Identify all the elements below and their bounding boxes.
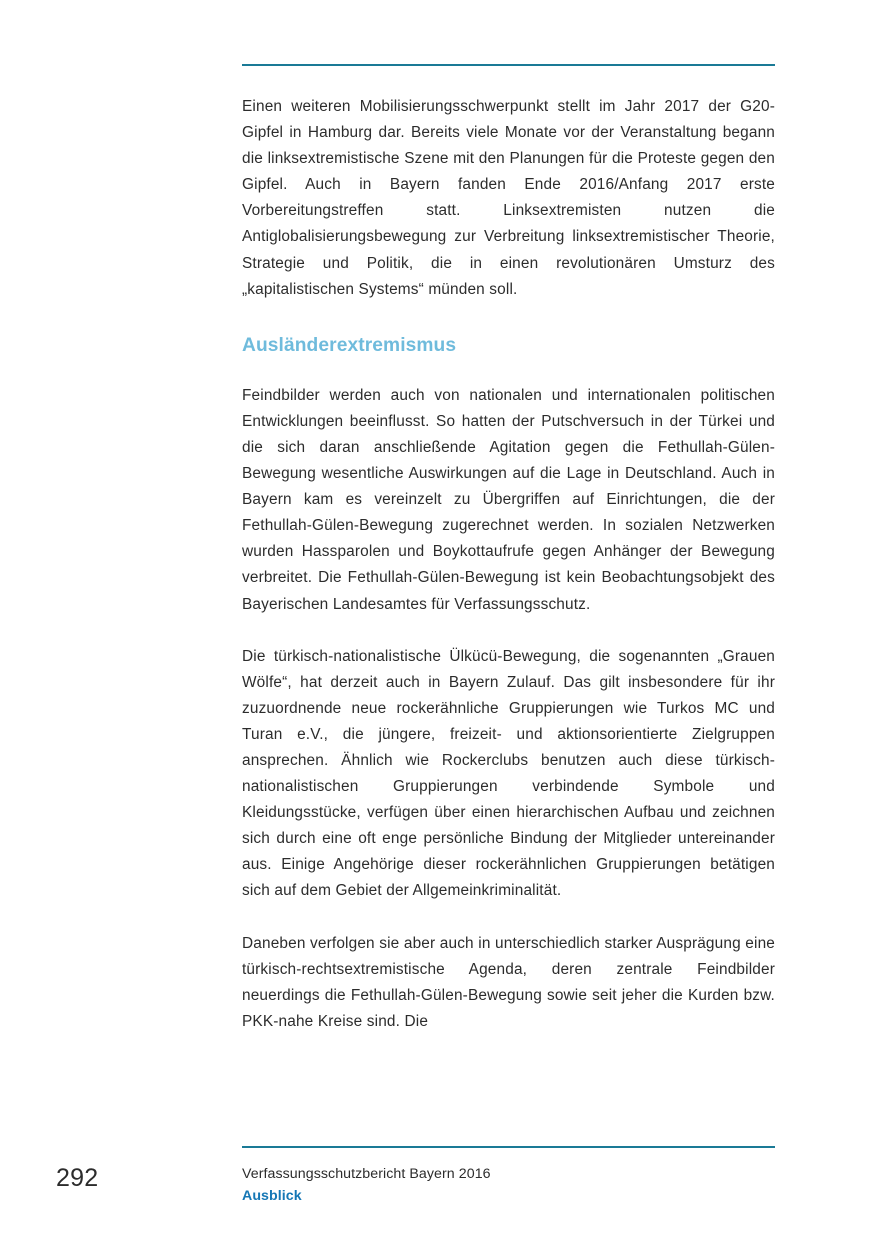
footer-report-title: Verfassungsschutzbericht Bayern 2016	[242, 1166, 491, 1182]
body-paragraph-3: Die türkisch-nationalistische Ülkücü-Bewegung, die sogenannten „Grauen Wölfe“, hat derzeit auch in Bayern Zulauf. Das gilt insbesondere für ihr zuzuordnende neue rockerähnliche Gruppierungen wie Turkos MC und Turan e.V., die jüngere, freizeit- und aktionsorientierte Zielgruppen ansprechen. Ähnlich wie Rockerclubs benutzen auch diese türkisch-nationalistischen Gruppierungen verbindende Symbole und Kleidungsstücke, verfügen über einen hierarchischen Aufbau und zeichnen sich durch eine oft enge persönliche Bindung der Mitglieder untereinander aus. Einige Angehörige dieser rockerähnlichen Gruppierungen betätigen sich auf dem Gebiet der Allgemeinkriminalität.	[242, 647, 775, 900]
footer-divider-rule	[242, 1146, 775, 1148]
section-heading-auslaenderextremismus: Ausländerextremismus	[242, 334, 457, 356]
content-column	[242, 64, 775, 1035]
body-paragraph-2: Feindbilder werden auch von nationalen und internationalen politischen Entwicklungen beeinflusst. So hatten der Putschversuch in der Türkei und die sich daran anschließende Agitation gegen die Fethullah-Gülen-Bewegung wesentliche Auswirkungen auf die Lage in Deutschland. Auch in Bayern kam es vereinzelt zu Übergriffen auf Einrichtungen, die der Fethullah-Gülen-Bewegung zugerechnet werden. In sozialen Netzwerken wurden Hassparolen und Boykottaufrufe gegen Anhänger der Bewegung verbreitet. Die Fethullah-Gülen-Bewegung ist kein Beobachtungsobjekt des Bayerischen Landesamtes für Verfassungsschutz.	[242, 386, 775, 613]
page-number: 292	[56, 1164, 99, 1192]
page-footer	[0, 1139, 875, 1241]
body-paragraph-4: Daneben verfolgen sie aber auch in unterschiedlich starker Ausprägung eine türkisch-rechtsextremistische Agenda, deren zentrale Feindbilder neuerdings die Fethullah-Gülen-Bewegung sowie seit jeher die Kurden bzw. PKK-nahe Kreise sind. Die	[242, 934, 775, 1030]
footer-text-block	[242, 1164, 775, 1206]
top-divider-rule	[242, 64, 775, 66]
footer-section-name: Ausblick	[242, 1188, 302, 1204]
body-paragraph-1: Einen weiteren Mobilisierungsschwerpunkt stellt im Jahr 2017 der G20-Gipfel in Hamburg dar. Bereits viele Monate vor der Veranstaltung begann die linksextremistische Szene mit den Planungen für die Proteste gegen den Gipfel. Auch in Bayern fanden Ende 2016/Anfang 2017 erste Vorbereitungstreffen statt. Linksextremisten nutzen die Antiglobalisierungsbewegung zur Verbreitung linksextremistischer Theorie, Strategie und Politik, die in einen revolutionären Umsturz des „kapitalistischen Systems“ münden soll.	[242, 98, 775, 298]
